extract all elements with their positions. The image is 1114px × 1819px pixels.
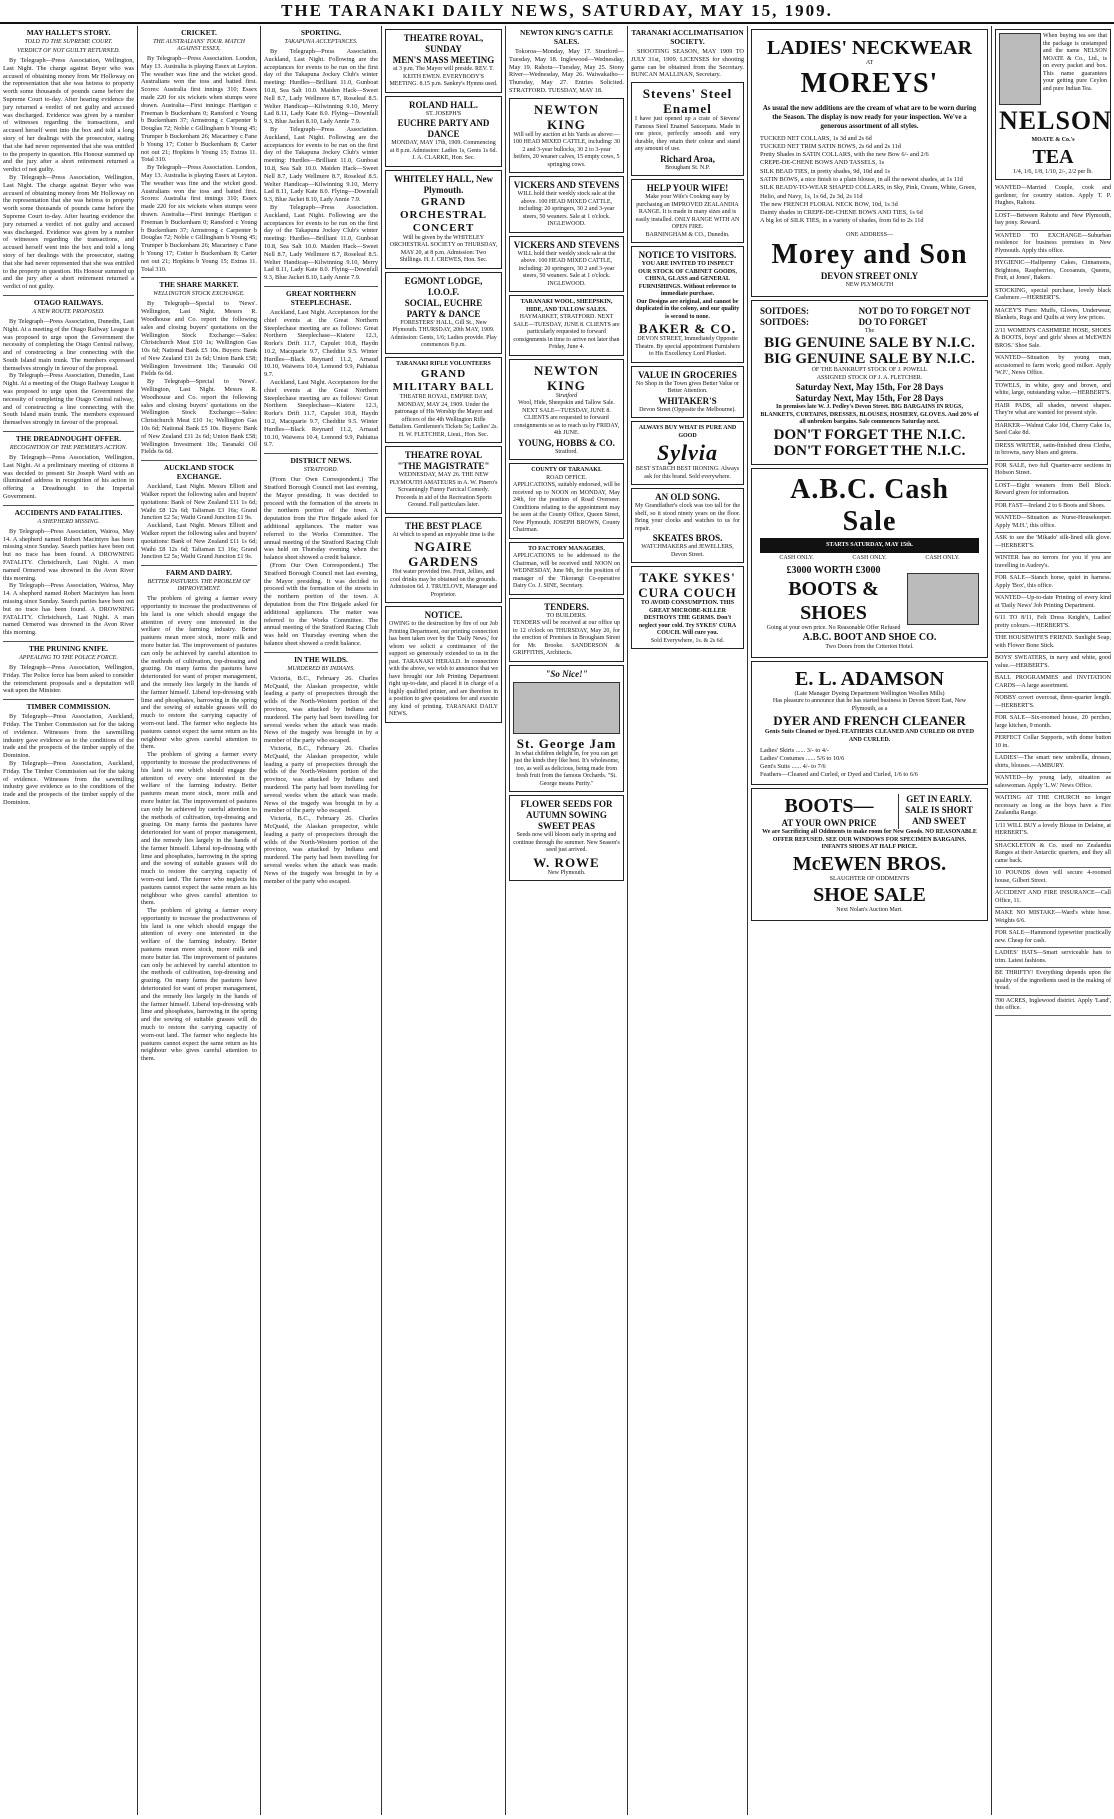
story-subtitle: APPEALING TO THE POLICE FORCE.: [19, 655, 118, 661]
ad-title: FLOWER SEEDS FOR AUTUMN SOWING: [520, 799, 613, 821]
ad-subtitle: ASSIGNED STOCK OF J. A. FLETCHER.: [816, 374, 923, 381]
cough-ad: [631, 566, 744, 649]
ad-cash: CASH ONLY.: [925, 555, 960, 562]
ad-offer: £3000 WORTH £3000: [786, 564, 881, 576]
ad-body: In premises late W. J. Pedley's Devon Street. BIG BARGAINS IN RUGS, BLANKETS, CURTAINS, DRESSES, BLOUSES, HOSIERY, GLOVES. And 20% of all unbroken bargains. Sale commences Saturday next.: [760, 404, 979, 426]
ad-title: "So Nice!": [545, 668, 588, 679]
ad-right: GET IN EARLY. SALE IS SHORT AND SWEET: [905, 794, 973, 827]
story-subtitle: TAKAPUNA ACCEPTANCES.: [284, 39, 358, 45]
ad-body: Hot water provided free. Fruit, Jellies, and cool drinks may be obtained on the grounds. Admission 6d. J. TRUELOVE, Manager and Proprietor.: [389, 569, 498, 598]
story-body: By Telegraph—Press Association, Dunedin, Last Night. At a meeting of the Otago Railway League it was proposed to urge upon the Government the necessity of completing the Otago Central railway, and of constructing a line connecting with the South Island main trunk. The members expressed themselves strongly in favour of the proposal.: [3, 372, 134, 427]
story-body: By Telegraph—Special to 'News'. Wellington, Last Night. Messrs R. Woodhouse and Co. report the following sales and closing buyers' quotations on the Wellington Stock Exchange:—Sales: Christchurch Meat £10 1s; Wellington Gas 10s 6d; National Bank £5 10s. Buyers: Bank of New Zealand £11 2s 6d; Union Bank £58; Wellington Investment 18s; Taranaki Oil Fields 6s 6d.: [141, 300, 257, 378]
story-body: Victoria, B.C., February 26. Charles McQuaid, the Alaskan prospector, while leading a party of prospectors through the wilds of the North-Western portion of the province, was attacked by Indians and murdered. The party had been travelling for several weeks when the attack was made. News of the tragedy was brought in by a member of the party who escaped.: [264, 674, 378, 745]
ad-title: AN OLD SONG.: [655, 492, 720, 503]
story-body: (From Our Own Correspondent.) The Stratford Borough Council met last evening, the Mayor presiding. It was decided to proceed with the formation of the streets in the northern portion of the town. A deputation from the Fire Brigade asked for additional appliances. The matter was referred to the Works Committee. The annual meeting of the Stratford Racing Club was held on Thursday evening when the balance sheet showed a credit balance.: [264, 562, 378, 647]
list-item: WANTED—by young lady, situation as saleswoman. Apply 'L.W.' News Office.: [995, 773, 1111, 793]
ad-cash: CASH ONLY.: [779, 555, 814, 562]
column-6: [627, 26, 747, 1815]
masthead: THE TARANAKI DAILY NEWS, SATURDAY, MAY 15, 1909.: [0, 0, 1114, 24]
ad-note: Going at your own price. No Reasonable Offer Refused: [766, 624, 901, 631]
story-title: IN THE WILDS.: [264, 652, 378, 664]
ad-headline: GRAND ORCHESTRAL CONCERT: [399, 195, 488, 234]
list-item: 1/11 WILL BUY a lovely Blouse in Delaine, at HERBERT'S.: [995, 821, 1111, 841]
ad-left: SOITDOES: SOITDOES:: [760, 305, 810, 327]
list-item: DRESS WRITER, satin-finished dress Cloths, in browns, navy blues and greens.: [995, 441, 1111, 461]
story-body: The problem of giving a farmer every opportunity to increase the productiveness of his land is one which should engage the attention of every one interested in the welfare of the farming industry. Better pastures mean more stock, more milk and more butter fat. The improvement of pastures can only be achieved by careful attention to the methods of cultivation, top-dressing and grazing. On many farms the pastures have deteriorated for want of proper management, and the remedy lies largely in the hands of the farmer himself. Liberal top-dressing with lime and phosphates, harrowing in the spring and the sowing of suitable grasses will do much to restore the carrying capacity of worn-out land. The farmer who neglects his pastures cannot expect the same return as his neighbour who gives careful attention to them.: [141, 751, 257, 907]
neckwear-ad: [751, 29, 988, 297]
story-body: By Telegraph—Press Association, Wellington, Last Night. The charge against Beyer who was accused of obtaining money from Mr Holloway on the representation that she was heiress to property worth some thousands of pounds came before the Supreme Court to-day. After hearing evidence the jury returned a verdict of not guilty and accused was discharged. Evidence was given by a number of witnesses regarding the transactions, and accused herself went into the box and told a long story of her dealings with the prosecutor, stating that she had never represented that she was entitled to the property in question. His Honour summed up and the jury after a short retirement returned a verdict of not guilty.: [3, 173, 134, 291]
ad-body: MONDAY, MAY 17th, 1909. Commencing at 8 p.m. Admission: Ladies 1s, Gents 1s 6d. J. A. CLARKE, Hon. Sec.: [390, 140, 497, 161]
story-title: FARM AND DAIRY.: [141, 565, 257, 577]
ad-subtitle: Stratford: [555, 392, 578, 399]
ad-title: TAKE SYKES' CURA COUCH: [638, 570, 737, 601]
list-item: NOBBY covert overcoat, three-quarter length.—HERBERT'S.: [995, 693, 1111, 713]
story-title: DISTRICT NEWS.: [264, 453, 378, 465]
ad-location: Devon Street (Opposite the Melbourne).: [639, 406, 736, 413]
list-item: FOR FAST—Ireland 2 to 6 Boots and Shoes.: [995, 501, 1111, 514]
ad-title: ROLAND HALL.: [408, 99, 478, 110]
ad-title: E. L. ADAMSON: [795, 667, 944, 690]
wool-sale-ad: [509, 359, 624, 461]
story-title: ACCIDENTS AND FATALITIES.: [3, 505, 134, 517]
list-item: WANTED—Up-to-date Printing of every kind at 'Daily News' Job Printing Department.: [995, 593, 1111, 613]
list-item: PERFECT Collar Supports, with dome button 10 in.: [995, 733, 1111, 753]
ad-body: APPLICATIONS to be addressed to the Chairman, will be received until NOON on WEDNESDAY, June 9th, for the position of manager of the Tikorangi Co-operative Dairy Co. J. SINE, Secretary.: [513, 553, 620, 590]
ad-shop: McEWEN BROS.: [792, 852, 947, 875]
list-item: FOR SALE—Stanch horse, quiet in harness. Apply 'Box', this office.: [995, 573, 1111, 593]
boots-ad: [751, 788, 988, 921]
factory-ad: [509, 542, 624, 595]
list-item: LOST—Eight weaners from Bell Block. Reward given for information.: [995, 481, 1111, 501]
ad-title: TARANAKI WOOL, SHEEPSKIN, HIDE, AND TALLOW SALES.: [520, 299, 613, 313]
list-item: FOR SALE, two full Quarter-acre sections in Hobson Street.: [995, 461, 1111, 481]
lodge-ad: [385, 272, 502, 354]
list-item: LADIES'—The smart new umbrella, dresses, shirts, blouses.—AMBURY.: [995, 753, 1111, 773]
story-title: MAY HALLET'S STORY.: [26, 28, 111, 37]
ad-name: BAKER & CO.: [638, 321, 737, 337]
ad-body: Will be given by the WHITELEY ORCHESTRAL SOCIETY on THURSDAY, MAY 20, at 8 p.m. Admission: Two Shillings. H. J. CREWES, Hon. Sec.: [389, 234, 498, 263]
ad-subtitle: ROAD OFFICE.: [546, 474, 587, 481]
price-list: [760, 747, 979, 779]
ad-title: THEATRE ROYAL, SUNDAY: [403, 33, 484, 54]
ad-headline: THE BEST PLACE: [405, 520, 482, 531]
county-ad: [509, 463, 624, 539]
jam-illustration: [513, 682, 620, 734]
list-item: Dainty shades in CREPE-DE-CHENE BOWS AND TIES, 1s 6d: [760, 209, 923, 217]
story-subtitle: RECOGNITION OF THE PREMIER'S ACTION.: [9, 445, 128, 452]
ad-headline: BIG GENUINE SALE BY N.I.C.: [764, 335, 975, 352]
list-item: SATIN BOWS, a nice finish to a plain blouse, in all the newest shades, at 1s 11d: [760, 175, 963, 183]
story-body: By Telegraph—Special to 'News'. Wellington, Last Night. Messrs R. Woodhouse and Co. report the following sales and closing buyers' quotations on the Wellington Stock Exchange:—Sales: Christchurch Meat £10 1s; Wellington Gas 10s 6d; National Bank £5 10s. Buyers: Bank of New Zealand £11 2s 6d; Union Bank £58; Wellington Investment 18s; Taranaki Oil Fields 6s 6d.: [141, 378, 257, 456]
tenders-ad: [509, 598, 624, 662]
ad-subtitle: ST. JOSEPH'S: [425, 110, 462, 117]
ad-cash: CASH ONLY.: [852, 555, 887, 562]
ad-body: HAYMARKET, STRATFORD. NEXT SALE—TUESDAY, JUNE 8. CLIENTS are particularly requested to forward consignments in time to arrive not later than Friday, June 4.: [513, 314, 620, 351]
ad-body: When buying tea see that the package is unstamped and the name NELSON MOATE & Co., Ltd., is on every packet and box. This name guarantees your getting pure Ceylon and pure Indian Tea.: [1043, 33, 1107, 92]
ad-name: WHITAKER'S: [658, 395, 717, 406]
ad-subtitle: STARTS SATURDAY, MAY 15th.: [760, 538, 979, 554]
ad-footer: ONE ADDRESS—: [846, 231, 893, 238]
story-body: By Telegraph—Press Association, Wairoa, May 14. A shepherd named Robert Macintyre has been missing since Sunday. Search parties have been out but no trace has been found. A DROWNING FATALITY. Christchurch, Last Night. A man named Ormerod was drowned in the Avon River this morning.: [3, 527, 134, 582]
ad-body: THEATRE ROYAL, EMPIRE DAY, MONDAY, MAY 24, 1909. Under the patronage of His Worship the Mayor and officers of the 4th Wellington Rifle Battalion. Gentlemen's Tickets 5s; Ladies' 2s. H. W. FLETCHER, Lieut., Hon. Sec.: [389, 394, 498, 438]
ad-footer: DON'T FORGET THE N.I.C.: [773, 442, 966, 459]
ad-body: at 3 p.m. The Mayor will preside. REV. T. KEITH EWEN. EVERYBODY'S MEETING. 8.15 p.m. Sankey's Hymns used.: [389, 66, 498, 87]
ad-location: Brougham St. N.P.: [665, 164, 710, 171]
column-2: [137, 26, 260, 1815]
list-item: HARKER—Walnut Cake 10d, Cherry Cake 1s, Seed Cake 8d.: [995, 421, 1111, 441]
list-item: SILK READY-TO-WEAR SHAPED COLLARS, in Sky, Pink, Cream, White, Green, Helio, and Navy, 1s, 1s 6d, 2s 3d, 2s 11d: [760, 184, 977, 200]
list-item: SHACKLETON & Co. used no Zealandia Ranges at their Antarctic quarters, and they all came back.: [995, 841, 1111, 869]
euchre-ad: [385, 96, 502, 167]
ad-name: SKEATES BROS.: [652, 533, 723, 544]
story-body: (From Our Own Correspondent.) The Stratford Borough Council met last evening, the Mayor presiding. It was decided to proceed with the formation of the streets in the northern portion of the town. A deputation from the Fire Brigade asked for additional appliances. The matter was referred to the Works Committee. The annual meeting of the Stratford Racing Club was held on Thursday evening when the balance sheet showed a credit balance.: [264, 476, 378, 562]
ad-body: FORESTERS' HALL, Gill St., New Plymouth. THURSDAY, 20th MAY, 1909. Admission: Gents, 1/6; Ladies provide. Play commences 8 p.m.: [390, 319, 497, 348]
story-body: SHOOTING SEASON, MAY 1909 TO JULY 31st, 1909. LICENSES for shooting game can be obtained from the Secretary. BUNCAN MALLINAN, Secretary.: [631, 48, 744, 79]
ad-title: HELP YOUR WIFE!: [646, 183, 729, 194]
story-body: By Telegraph—Press Association, Auckland, Friday. The Timber Commission sat for the taking of evidence. Witnesses from the sawmilling industry gave evidence as to the conditions of the trade and the prospects of the timber supply of the Dominion.: [3, 759, 134, 806]
ad-at: AT: [865, 60, 874, 66]
list-item: 700 ACRES, Inglewood district. Apply 'Land', this office.: [995, 996, 1111, 1016]
list-item: MACEY'S Furs: Muffs, Gloves, Underwear, Blankets, Rugs and Quilts at very low prices.: [995, 306, 1111, 326]
list-item: THE HOUSEWIFE'S FRIEND. Sunlight Soap, with Flower Bone Stick.: [995, 633, 1111, 653]
ad-headline: BIG GENUINE SALE BY N.I.C.: [764, 351, 975, 368]
column-4: [381, 26, 505, 1815]
story-subtitle: THE AUSTRALIANS' TOUR. MATCH AGAINST ESSEX.: [153, 39, 245, 52]
ad-title: NGAIRE GARDENS: [408, 539, 479, 569]
list-item: 6/11 TO 8/11, Felt Dress Knight's, Ladies' pretty colours.—HERBERT'S.: [995, 613, 1111, 633]
column-3: [260, 26, 381, 1815]
ad-headline: SWEET PEAS: [537, 821, 596, 832]
list-item: 2/11 WOMEN'S CASHMERE HOSE, SHOES & BOOTS, boys' and girls' shoes at McEWEN BROS.' Shoe Sale.: [995, 326, 1111, 354]
ad-footer: Our Designs are original, and cannot be duplicated in the colony, and our quality is second to none.: [635, 298, 740, 320]
list-item: Feathers—Cleaned and Curled, or Dyed and Curled, 1/6 to 6/6: [760, 771, 918, 779]
ad-date: Saturday Next, May 15th, For 28 Days: [795, 393, 944, 404]
ad-title: TENDERS.: [544, 601, 589, 612]
classifieds: [995, 183, 1111, 1016]
ad-name: W. ROWE: [533, 854, 600, 870]
ad-title: VICKERS AND STEVENS: [513, 180, 620, 191]
story-body: By Telegraph—Press Association. London, May 13. Australia is playing Essex at Leyton. The weather was fine and the wicket good. Australians won the toss and batted first. Scores: Australia first innings 310; Essex made 220 for six wickets when stumps were drawn. Australia—First innings: Hartigan c Freeman b Buckenham 0; Ransford c Young b Buckenham 37; Armstrong c Carpenter b Douglas 72; Noble c Gillingham b Young 45; Trumper b Buckenham 26; Macartney c Fane b Young 17; Cotter b Buckenham 8; Carter not out 21; Hopkins b Young 15; Extras 11. Total 310.: [141, 55, 257, 164]
list-item: The new FRENCH FLORAL NECK BOW, 10d, 1s 3d: [760, 200, 898, 208]
story-body: By Telegraph—Press Association. Auckland, Last Night. Following are the acceptances for events to be run on the first day of the Takapuna Jockey Club's winter meeting: Hurdles—Brilliant 11.0, Gunboat 10.8, Sea Salt 10.0. Maiden Hack—Sweet Nell 8.7, Lady Wellmere 8.7, Roseleaf 8.5. Welter Handicap—Kilwinning 9.10, Merry Lad 8.11, Lady Kate 8.0. Flying—Downfall 9.3, Blue Jacket 8.10, Lady Annie 7.9.: [264, 125, 378, 204]
woman-illustration: [999, 33, 1041, 105]
ad-location: NEW PLYMOUTH: [845, 282, 894, 289]
ad-body: WILL hold their weekly stock sale at the above. 100 HEAD MIXED CATTLE, including: 20 springers, 30 2 and 3-year steers, 50 weaners. Sale at 1 o'clock. INGLEWOOD.: [517, 250, 616, 287]
ad-title: MOREYS': [800, 67, 939, 99]
story-title: NEWTON KING'S CATTLE SALES.: [520, 28, 613, 46]
stock-sale-ad: [509, 236, 624, 293]
story-body: By Telegraph—Press Association, Wellington, Friday. The Police force has been asked to consider the retrenchment proposals and a deputation will wait upon the Minister.: [3, 664, 134, 695]
list-item: BOYS' SWEATERS, in navy and white, good value.—HERBERT'S.: [995, 653, 1111, 673]
story-body: By Telegraph—Press Association, Dunedin, Last Night. At a meeting of the Otago Railway League it was proposed to urge upon the Government the necessity of completing the Otago Central railway, and of constructing a line connecting with the South Island main trunk. The members expressed themselves strongly in favour of the proposal.: [3, 317, 134, 372]
ad-body: Will sell by auction at his Yards as above:— 100 HEAD MIXED CATTLE, including: 30 2 and 3-year bullocks, 30 2 to 3-year heifers, 20 weaner calves, 15 empty cows, 5 springing cows.: [513, 131, 620, 168]
ad-body: No Shop in the Town gives Better Value or Better Attention.: [635, 380, 739, 395]
ad-subtitle: At which to spend an enjoyable time is the: [392, 531, 495, 538]
list-item: SILK BEAD TIES, in pretty shades, 9d, 10d and 1s: [760, 167, 891, 175]
gardens-ad: [385, 517, 502, 604]
ad-body: Make your Wife's Cooking easy by purchasing an IMPROVED ZEALANDIA RANGE. It is made in many sizes and is easily installed. ONLY RANGE WITH AN OPEN FIRE.: [635, 194, 740, 231]
list-item: FOR SALE—Six-roomed house, 20 perches, large kitchen, 9 month.: [995, 713, 1111, 733]
story-title: THE PRUNING KNIFE.: [3, 641, 134, 653]
story-body: The problem of giving a farmer every opportunity to increase the productiveness of his land is one which should engage the attention of every one interested in the welfare of the farming industry. Better pastures mean more stock, more milk and more butter fat. The improvement of pastures can only be achieved by careful attention to the methods of cultivation, top-dressing and grazing. On many farms the pastures have deteriorated for want of proper management, and the remedy lies largely in the hands of the farmer himself. Liberal top-dressing with lime and phosphates, harrowing in the spring and the sowing of suitable grasses will do much to restore the carrying capacity of worn-out land. The farmer who neglects his pastures cannot expect the same return as his neighbour who gives careful attention to them.: [141, 907, 257, 1063]
military-ball-ad: [385, 357, 502, 444]
list-item: Ladies' Skirts ...... 3/- to 4/-: [760, 747, 829, 755]
story-body: By Telegraph—Press Association. London, May 13. Australia is playing Essex at Leyton. The weather was fine and the wicket good. Australians won the toss and batted first. Scores: Australia first innings 310; Essex made 220 for six wickets when stumps were drawn. Australia—First innings: Hartigan c Freeman b Buckenham 0; Ransford c Young b Buckenham 37; Armstrong c Carpenter b Douglas 72; Noble c Gillingham b Young 45; Trumper b Buckenham 26; Macartney c Fane b Young 17; Cotter b Buckenham 8; Carter not out 21; Hopkins b Young 15; Extras 11. Total 310.: [141, 164, 257, 273]
nic-sale-ad: [751, 300, 988, 465]
story-subtitle: BETTER PASTURES. THE PROBLEM OF IMPROVEMENT.: [147, 579, 251, 593]
ad-shop: A.B.C. BOOT AND SHOE CO.: [802, 632, 937, 644]
list-item: ACCIDENT AND FIRE INSURANCE—Call Office, 11.: [995, 888, 1111, 908]
story-body: Auckland, Last Night. Acceptances for the chief events at the Great Northern Steeplechase meeting are as follows: Great Northern Steeplechase—Kiatere 12.3, Rorke's Drift 11.7, Capulet 10.8, Haydn 10.2, Macquarie 9.7, Cheddite 9.5. Winter Hurdles—Black Reynard 11.2, Arnaud 10.10, Waiwera 10.4, Lomond 9.9, Pahiatua 9.7.: [264, 308, 378, 379]
ad-title: NEWTON KING: [534, 101, 599, 132]
dyer-ad: [751, 661, 988, 786]
ad-headline: GRAND MILITARY BALL: [392, 368, 495, 393]
story-body: Auckland, Last Night. Messrs Elliott and Walker report the following sales and buyers' quotations: Bank of New Zealand £11 1s 6d; Waihi £8 12s 6d; Talisman £3 16s; Grand Junction £2 5s; Waihi Grand Junction £1 9s.: [141, 522, 257, 561]
ad-name: MOATE & Co.'s: [1031, 137, 1075, 143]
ad-footer: Gents Suits Cleaned or Dyed. FEATHERS CLEANED AND CURLED OR DYED AND CURLED.: [764, 729, 975, 743]
ad-headline: SOCIAL, EUCHRE PARTY & DANCE: [404, 297, 483, 319]
story-subtitle: A NEW ROUTE PROPOSED.: [32, 308, 105, 315]
list-item: HYGIENIC—Halfpenny Cakes, Cinnamons, Brightons, Raspberries, Cocoanuts, Queens, Fruit, at Jones', Bakers.: [995, 258, 1111, 286]
story-title: AUCKLAND STOCK EXCHANGE.: [141, 460, 257, 481]
story-body: The problem of giving a farmer every opportunity to increase the productiveness of his land is one which should engage the attention of every one interested in the welfare of the farming industry. Better pastures mean more stock, more milk and more butter fat. The improvement of pastures can only be achieved by careful attention to the methods of cultivation, top-dressing and grazing. On many farms the pastures have deteriorated for want of proper management, and the remedy lies largely in the hands of the farmer himself. Liberal top-dressing with lime and phosphates, harrowing in the spring and the sowing of suitable grasses will do much to restore the carrying capacity of worn-out land. The farmer who neglects his pastures cannot expect the same return as his neighbour who gives careful attention to them.: [141, 595, 257, 751]
list-item: BE THRIFTY! Everything depends upon the quality of the ingredients used in the making of bread.: [995, 968, 1111, 996]
ad-footer: Sold Everywhere, 1s. & 2s 6d.: [650, 637, 725, 644]
ad-headline: St. George Jam: [516, 735, 617, 751]
groceries-ad: [631, 366, 744, 419]
list-item: TUCKED NET COLLARS, 1s 3d and 2s 6d: [760, 134, 872, 142]
story-body: Tokoroa—Monday, May 17. Stratford—Tuesday, May 18. Inglewood—Wednesday, May 19. Rahotu—Tuesday, May 25. Stony River—Wednesday, May 26. Waiwakaiho—Thursday, May 27. Entries Solicited. STRATFORD. TUESDAY, MAY 18.: [509, 48, 624, 94]
column-8: [991, 26, 1114, 1815]
ad-body: We are Sacrificing all Oddments to make room for New Goods. NO REASONABLE OFFER REFUSED. SEE OUR WINDOWS FOR SPECIMEN BARGAINS. INFANTS SHOES AT HALF PRICE.: [762, 829, 977, 851]
ad-location: Next Nolan's Auction Mart.: [836, 907, 903, 914]
story-body: By Telegraph—Press Association, Wellington, Last Night. The charge against Beyer who was accused of obtaining money from Mr Holloway on the representation that she was heiress to property worth some thousands of pounds came before the Supreme Court to-day. After hearing evidence the jury returned a verdict of not guilty and accused was discharged. Evidence was given by a number of witnesses regarding the transactions, and accused herself went into the box and told a long story of her dealings with the prosecutor, stating that she had never represented that she was entitled to the property in question. His Honour summed up and the jury after a short retirement returned a verdict of not guilty.: [3, 57, 134, 174]
story-body: By Telegraph—Press Association. Auckland, Last Night. Following are the acceptances for events to be run on the first day of the Takapuna Jockey Club's winter meeting: Hurdles—Brilliant 11.0, Gunboat 10.8, Sea Salt 10.0. Maiden Hack—Sweet Nell 8.7, Lady Wellmere 8.7, Roseleaf 8.5. Welter Handicap—Kilwinning 9.10, Merry Lad 8.11, Lady Kate 8.0. Flying—Downfall 9.3, Blue Jacket 8.10, Lady Annie 7.9.: [264, 48, 378, 126]
ad-location: Stratford.: [555, 448, 578, 455]
visitors-ad: [631, 246, 744, 363]
ad-subtitle: TO BUILDERS.: [546, 612, 587, 619]
list-item: STOCKING, special purchase, lovely black Cashmere.—HERBERT'S.: [995, 286, 1111, 306]
list-item: TUCKED NET TRIM SATIN BOWS, 2s 6d and 2s 11d: [760, 142, 901, 150]
story-title: CRICKET.: [181, 28, 217, 37]
story-subtitle: VERDICT OF NOT GUILTY RETURNED.: [17, 48, 120, 54]
column-7: [747, 26, 991, 1815]
list-item: WANTED—Situation by young man, accustomed to farm work; good milker. Apply 'W.F.', News Office.: [995, 353, 1111, 381]
jam-ad: [509, 665, 624, 793]
list-item: LADIES' HATS—Smart serviceable hats to trim. Latest fashions.: [995, 948, 1111, 968]
list-item: A big lot of SILK TIES, in a variety of shades, from 6d to 2s 11d: [760, 217, 924, 225]
list-item: Gent's Suits ...... 4/- to 7/6: [760, 763, 826, 771]
story-body: By Telegraph—Press Association, Wairoa, May 14. A shepherd named Robert Macintyre has been missing since Sunday. Search parties have been out but no trace has been found. A DROWNING FATALITY. Christchurch, Last Night. A man named Ormerod was drowned in the Avon River this morning.: [3, 582, 134, 637]
ad-title: VICKERS AND STEVENS: [513, 239, 620, 250]
ad-headline: DYER AND FRENCH CLEANER: [773, 713, 966, 729]
ad-location: WATCHMAKERS and JEWELLERS, Devon Street.: [641, 544, 734, 558]
list-item: Pretty Shades in SATIN COLLARS, with the new Bow 6/- and 2/6: [760, 151, 929, 159]
ad-body: In what children delight in, for you can get just the kinds they like best. It's wholesome, too, as well as delicious, being made from fresh fruit from the famous Orchards. "St. George means Purity.": [513, 750, 620, 787]
ad-brand: NELSON: [999, 106, 1112, 135]
ad-location: Two Doors from the Criterion Hotel.: [825, 644, 914, 651]
concert-ad: [385, 170, 502, 269]
ad-headline: EUCHRE PARTY AND DANCE: [397, 118, 490, 139]
ad-body: DEVON STREET, Immediately Opposite Theatre. By special appointment Furnishers to His Excellency Lord Plunket.: [635, 336, 740, 358]
story-title: OTAGO RAILWAYS.: [3, 295, 134, 307]
notice-ad: [385, 606, 502, 723]
ad-title: WHITELEY HALL, New Plymouth.: [394, 173, 493, 195]
story-title: THE SHARE MARKET.: [141, 277, 257, 289]
column-5: [505, 26, 627, 1815]
story-subtitle: STRATFORD.: [303, 467, 339, 474]
ad-title: TO FACTORY MANAGERS.: [528, 545, 605, 552]
story-title: THE DREADNOUGHT OFFER.: [3, 431, 134, 443]
ad-headline: LADIES' NECKWEAR: [766, 37, 973, 59]
story-title: TARANAKI ACCLIMATISATION SOCIETY.: [631, 28, 744, 46]
clock-ad: [631, 488, 744, 563]
starch-ad: [631, 421, 744, 485]
story-title: TIMBER COMMISSION.: [3, 699, 134, 711]
neckwear-list: [760, 135, 979, 226]
ad-title: NOTICE.: [424, 610, 463, 620]
theatre-ad: [385, 29, 502, 93]
ad-headline: "THE MAGISTRATE": [397, 461, 490, 471]
story-body: Auckland, Last Night. Messrs Elliott and Walker report the following sales and buyers' quotations: Bank of New Zealand £11 1s 6d; Waihi £8 12s 6d; Talisman £3 16s; Grand Junction £2 5s; Waihi Grand Junction £1 9s.: [141, 483, 257, 522]
ad-date: Saturday Next, May 15th, For 28 Days: [795, 382, 944, 393]
ad-body: APPLICATIONS, suitably endorsed, will be received up to NOON on MONDAY, May 24th, for the position of Road Overseer. Conditions relating to the appointment may be seen at the County Office, Queen Street, New Plymouth. JOSEPH BROWN, County Chairman.: [513, 482, 620, 534]
story-body: By Telegraph—Press Association, Auckland, Friday. The Timber Commission sat for the taking of evidence. Witnesses from the sawmilling industry gave evidence as to the conditions of the trade and the prospects of the timber supply of the Dominion.: [3, 713, 134, 760]
ad-shop: Morey and Son: [771, 239, 968, 271]
ad-body: Wool, Hide, Sheepskin and Tallow Sale. NEXT SALE—TUESDAY, JUNE 8. CLIENTS are requested to forward consignments so as to reach us by FRIDAY, 4th JUNE.: [513, 400, 620, 437]
ad-title: TEA: [1032, 145, 1074, 168]
ad-body: OWING to the destruction by fire of our Job Printing Department, our printing connection has been taken over by the 'Daily News,' for whom we solicit a continuance of the support so generously extended to us in the past. TARANAKI HERALD. In connection with the above, we wish to announce that we have brought our Job Printing Department right up-to-date, and placed it in charge of a highly qualified printer, and are therefore in a position to give quotations for and execute any kind of printing. TARANAKI DAILY NEWS.: [389, 621, 498, 717]
story-subtitle: MURDERED BY INDIANS.: [287, 665, 355, 672]
list-item: MAKE NO MISTAKE—Ward's white hose. Weights 6/6.: [995, 908, 1111, 928]
story-title: SPORTING.: [300, 28, 342, 37]
list-item: HAIR PADS, all shades, newest shapes. They're what are wanted for present style.: [995, 401, 1111, 421]
stock-sale-ad: [509, 176, 624, 233]
ad-body: WILL hold their weekly stock sale at the above. 100 HEAD MIXED CATTLE, including: 20 springers, 30 2 and 3-year steers, 50 weaners. Sale at 1 o'clock. INGLEWOOD.: [517, 191, 616, 228]
list-item: CREPE-DE-CHENE BOWS AND TASSELS, 1s: [760, 159, 885, 167]
ad-right: NOT DO TO FORGET NOT DO TO FORGET: [858, 305, 971, 327]
list-item: FOR SALE—Hammond typewriter practically new. Cheap for cash.: [995, 928, 1111, 948]
ad-title: NEWTON KING: [534, 362, 599, 393]
list-item: TOWELS, in white, grey and brown, and white, large, outstanding value.—HERBERT'S.: [995, 381, 1111, 401]
ad-name: YOUNG, HOBBS & CO.: [518, 437, 615, 448]
story-body: By Telegraph—Press Association. Auckland, Last Night. Following are the acceptances for events to be run on the first day of the Takapuna Jockey Club's winter meeting: Hurdles—Brilliant 11.0, Gunboat 10.8, Sea Salt 10.0. Maiden Hack—Sweet Nell 8.7, Lady Wellmere 8.7, Roseleaf 8.5. Welter Handicap—Kilwinning 9.10, Merry Lad 8.11, Lady Kate 8.0. Flying—Downfall 9.3, Blue Jacket 8.10, Lady Annie 7.9.: [264, 203, 378, 282]
story-subtitle: WELLINGTON STOCK EXCHANGE.: [153, 291, 245, 298]
ad-body: TENDERS will be received at our office up to 12 o'clock on THURSDAY, May 20, for the erection of Premises in Brougham Street for Mr. Brooke. SANDERSON & GRIFFITHS, Architects.: [513, 620, 620, 657]
list-item: BALL PROGRAMMES and INVITATION CARDS—A large assortment.: [995, 673, 1111, 693]
list-item: WAITING AT THE CHURCH no longer necessary as long as the boys have a Fire Zealandia Range.: [995, 793, 1111, 821]
wool-sale-ad: [509, 295, 624, 356]
ad-subtitle: OF THE BANKRUPT STOCK OF J. POWELL: [811, 367, 928, 374]
ad-subtitle: (Late Manager Dyeing Department Wellington Woollen Mills): [794, 690, 945, 697]
story-body: Victoria, B.C., February 26. Charles McQuaid, the Alaskan prospector, while leading a party of prospectors through the wilds of the North-Western portion of the province, was attacked by Indians and murdered. The party had been travelling for several weeks when the attack was made. News of the tragedy was brought in by a member of the party who escaped.: [264, 815, 378, 885]
ad-body: Seeds now will bloom early in spring and continue through the summer. New Season's seed just arrived.: [513, 832, 620, 854]
ad-title: A.B.C. Cash Sale: [790, 473, 949, 537]
ad-intro: As usual the new additions are the cream of what are to be worn during the Season. The display is now ready for your inspection. We've a generous assortment of all styles.: [762, 103, 977, 130]
list-item: Ladies' Costumes ...... 5/6 to 10/6: [760, 755, 845, 763]
ad-title: BOOTS—: [784, 795, 874, 818]
range-ad: [631, 179, 744, 243]
ad-title: VALUE IN GROCERIES: [638, 369, 737, 380]
ad-title: TARANAKI RIFLE VOLUNTEERS: [396, 360, 491, 367]
ad-body: TO AVOID CONSUMPTION. THIS GREAT MICROBE-KILLER DESTROYS THE GERMS. Don't neglect your cold. Try SYKES' CURA COUCH. Will cure you.: [638, 600, 737, 637]
list-item: ASK to see the 'Mikado' silk-lined silk glove.—HERBERT'S.: [995, 533, 1111, 553]
list-item: LOST—Between Rahotu and New Plymouth, bay pony. Reward.: [995, 211, 1111, 231]
story-body: Victoria, B.C., February 26. Charles McQuaid, the Alaskan prospector, while leading a party of prospectors through the wilds of the North-Western portion of the province, was attacked by Indians and murdered. The party had been travelling for several weeks when the attack was made. News of the tragedy was brought in by a member of the party who escaped.: [264, 744, 378, 815]
column-1: [0, 26, 137, 1815]
ad-title: Stevens' Steel Enamel: [642, 86, 733, 117]
story-body: Auckland, Last Night. Acceptances for the chief events at the Great Northern Steeplechase meeting are as follows: Great Northern Steeplechase—Kiatere 12.3, Rorke's Drift 11.7, Capulet 10.8, Haydn 10.2, Macquarie 9.7, Cheddite 9.5. Winter Hurdles—Black Reynard 11.2, Arnaud 10.10, Waiwera 10.4, Lomond 9.9, Pahiatua 9.7.: [264, 379, 378, 449]
story-subtitle: TOLD TO THE SUPREME COURT.: [24, 39, 113, 45]
ad-tag: SLAUGHTER OF ODDMENTS: [829, 875, 910, 882]
ad-body: YOU ARE INVITED TO INSPECT OUR STOCK OF CABINET GOODS, CHINA, GLASS and GENERAL FURNISHINGS. Without reference to immediate purchase.: [638, 261, 737, 298]
ad-address: DEVON STREET ONLY: [820, 271, 919, 282]
ad-body: BEST STARCH BEST IRONING. Always ask for this brand. Sold everywhere.: [635, 466, 740, 480]
ad-title: ALWAYS BUY WHAT IS PURE AND GOOD: [638, 425, 737, 439]
ad-title: NOTICE TO VISITORS.: [638, 250, 737, 261]
list-item: WANTED—Married Couple, cook and gardener, for country station. Apply T. P. Hughes, Rahotu.: [995, 183, 1111, 211]
story-body: By Telegraph—Press Association, Wellington, Last Night. At a preliminary meeting of citizens it was decided to present Sir Joseph Ward with an illuminated address in recognition of his action in offering a Dreadnought to the Imperial Government.: [3, 454, 134, 501]
list-item: WANTED TO EXCHANGE—Suburban residence for business premises in New Plymouth. Apply this office.: [995, 231, 1111, 259]
list-item: 10 POUNDS down will secure 4-roomed house, Gilbert Street.: [995, 868, 1111, 888]
tea-ad: [995, 29, 1111, 180]
ad-title: EGMONT LODGE, I.O.O.F.: [404, 275, 483, 297]
story-subtitle: A SHEPHERD MISSING.: [37, 518, 100, 525]
enamel-ad: [631, 82, 744, 176]
ad-location: New Plymouth.: [547, 869, 586, 876]
ad-body: Has pleasure to announce that he has started business in Devon Street East, New Plymouth, as a: [772, 698, 967, 712]
ad-price: 1/4, 1/6, 1/8, 1/10, 2/-, 2/2 per lb.: [1013, 168, 1093, 175]
ad-footer: DON'T FORGET THE N.I.C.: [773, 426, 966, 443]
ad-name: BARNINGHAM & CO., Dunedin.: [645, 231, 730, 238]
list-item: WINTER has no terrors for you if you are travelling in Audrey's.: [995, 553, 1111, 573]
ad-subtitle: AT YOUR OWN PRICE: [781, 818, 877, 829]
ad-brand: Sylvia: [657, 440, 718, 466]
ad-body: WEDNESDAY, MAY 26. THE NEW PLYMOUTH AMATEURS in A. W. Pinero's Screamingly Funny Farcical Comedy. Proceeds in aid of the Recreation Sports Ground. Full particulars later.: [389, 472, 498, 508]
boot-illustration: [907, 573, 979, 625]
ad-headline: MEN'S MASS MEETING: [392, 55, 495, 65]
cattle-sale-ad: [509, 98, 624, 174]
ad-headline: SHOE SALE: [813, 884, 926, 907]
ad-body: My Grandfather's clock was too tall for the shelf, so it stood ninety years on the floor. Bring your clocks and watches to us for repair.: [635, 503, 740, 532]
ad-title: THEATRE ROYAL: [404, 450, 483, 460]
ad-headline: BOOTS & SHOES: [788, 577, 879, 624]
ad-the: The: [864, 327, 875, 334]
ad-name: Richard Aroa,: [660, 153, 715, 164]
ad-title: COUNTY OF TARANAKI.: [531, 467, 602, 474]
magistrate-ad: [385, 446, 502, 514]
list-item: WANTED—Situation as Nurse-Housekeeper. Apply 'M.H.', this office.: [995, 513, 1111, 533]
story-title: GREAT NORTHERN STEEPLECHASE.: [264, 286, 378, 307]
ad-body: I have just opened up a crate of Stevens' Famous Steel Enamel Saucepans. Made in one piece, perfectly smooth and very durable, they retain their colour and stand any amount of use.: [635, 116, 740, 153]
seeds-ad: [509, 795, 624, 881]
abc-sale-ad: [751, 468, 988, 658]
